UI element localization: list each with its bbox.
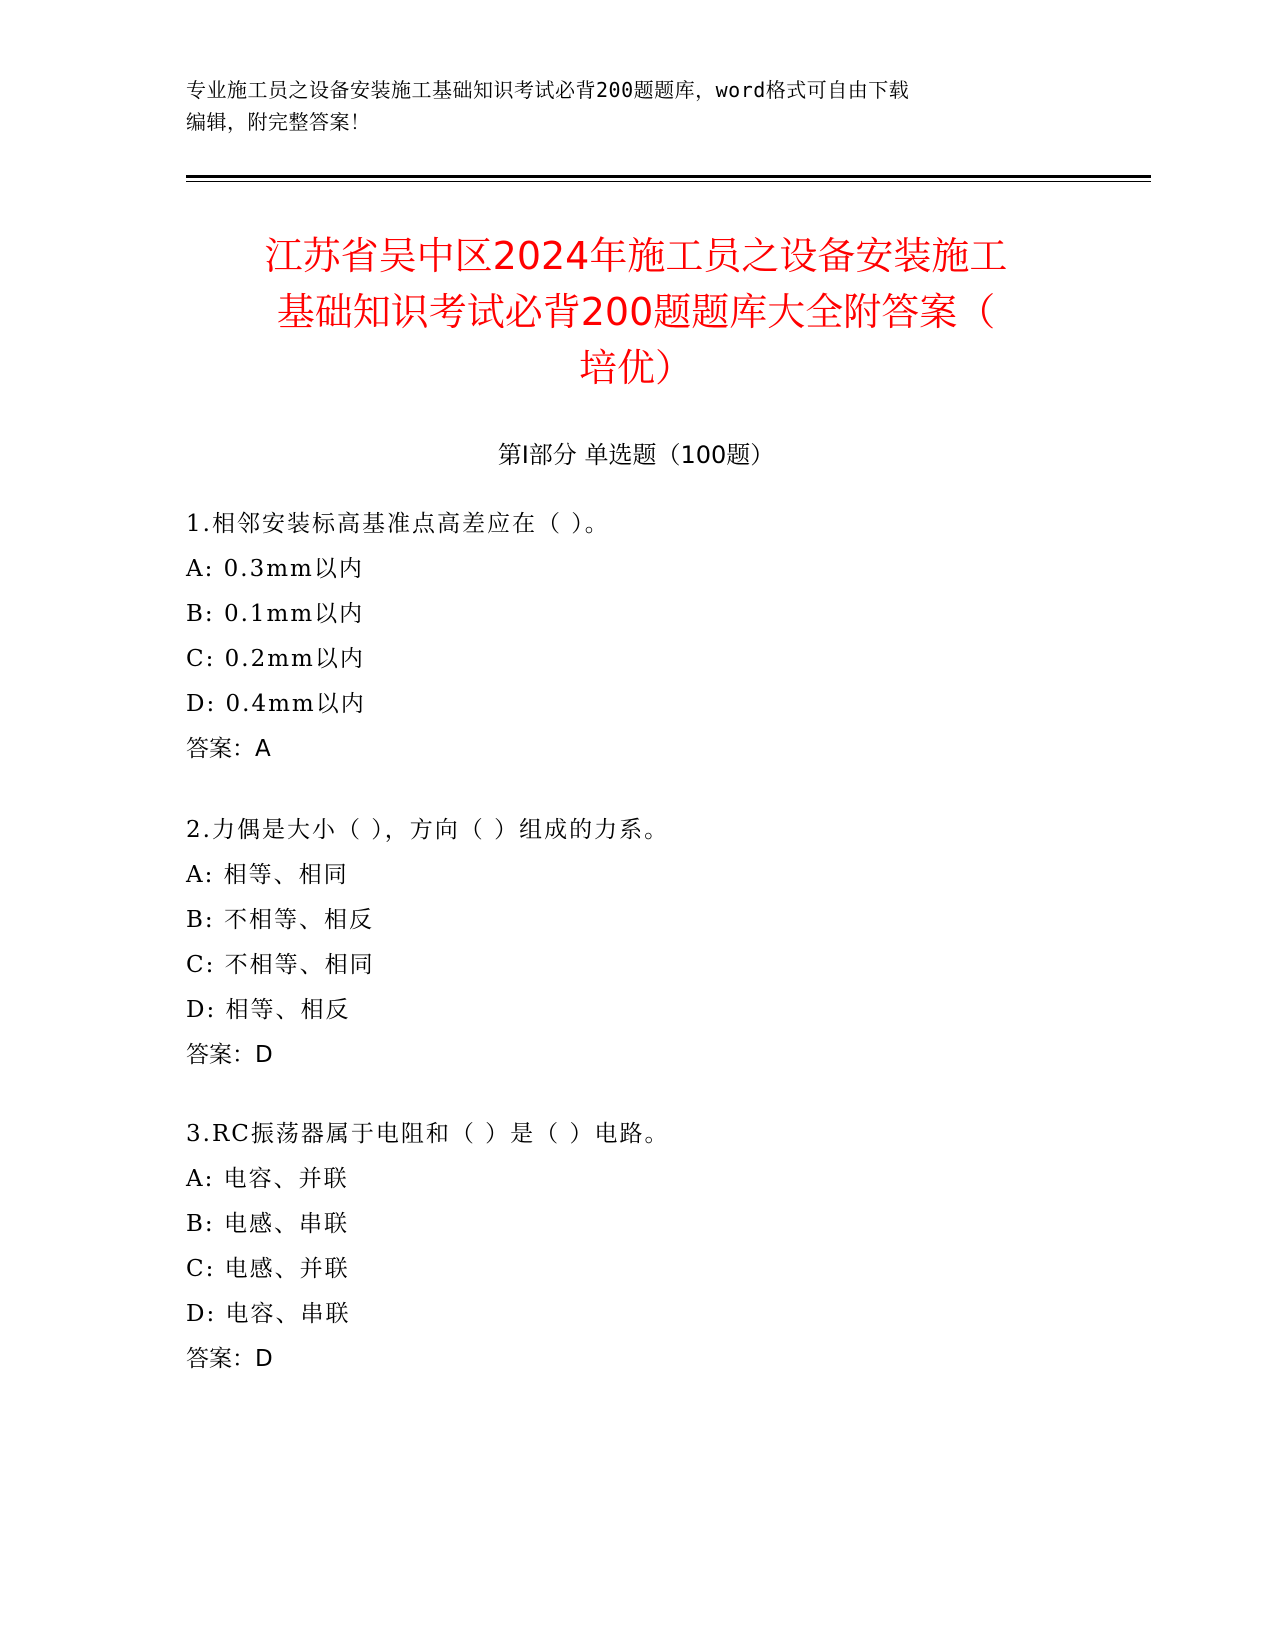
option-c: C: 0.2mm以内 [186, 646, 365, 672]
document-title-line-3: 培优） [578, 346, 693, 390]
question-stem: 2.力偶是大小（ ），方向（ ）组成的力系。 [186, 817, 670, 843]
question-3 [186, 1112, 1086, 1382]
answer: 答案：D [186, 1042, 273, 1068]
answer: 答案：A [186, 736, 271, 762]
header-note-line-1: 专业施工员之设备安装施工基础知识考试必背200题题库，word格式可自由下载 [186, 78, 910, 102]
option-d: D: 相等、相反 [186, 997, 351, 1023]
option-b: B: 不相等、相反 [186, 907, 374, 933]
document-title [186, 228, 1086, 396]
option-a: A: 相等、相同 [186, 862, 349, 888]
header-divider-thin [186, 181, 1151, 182]
option-a: A: 电容、并联 [186, 1166, 349, 1192]
option-c: C: 电感、并联 [186, 1256, 350, 1282]
header-note [186, 74, 1086, 138]
answer: 答案：D [186, 1346, 273, 1372]
header-note-line-2: 编辑，附完整答案！ [186, 110, 371, 134]
question-1 [186, 502, 1086, 772]
question-2 [186, 808, 1086, 1078]
question-stem: 1.相邻安装标高基准点高差应在（ ）。 [186, 511, 610, 537]
option-b: B: 电感、串联 [186, 1211, 349, 1237]
option-a: A: 0.3mm以内 [186, 556, 364, 582]
document-title-line-1: 江苏省吴中区2024年施工员之设备安装施工 [264, 234, 1008, 278]
question-stem: 3.RC振荡器属于电阻和（ ）是（ ）电路。 [186, 1121, 670, 1147]
option-d: D: 电容、串联 [186, 1301, 351, 1327]
option-b: B: 0.1mm以内 [186, 601, 365, 627]
header-divider-thick [186, 175, 1151, 178]
section-heading: 第I部分 单选题（100题） [497, 441, 775, 469]
option-d: D: 0.4mm以内 [186, 691, 366, 717]
option-c: C: 不相等、相同 [186, 952, 375, 978]
document-title-line-2: 基础知识考试必背200题题库大全附答案（ [276, 290, 996, 334]
